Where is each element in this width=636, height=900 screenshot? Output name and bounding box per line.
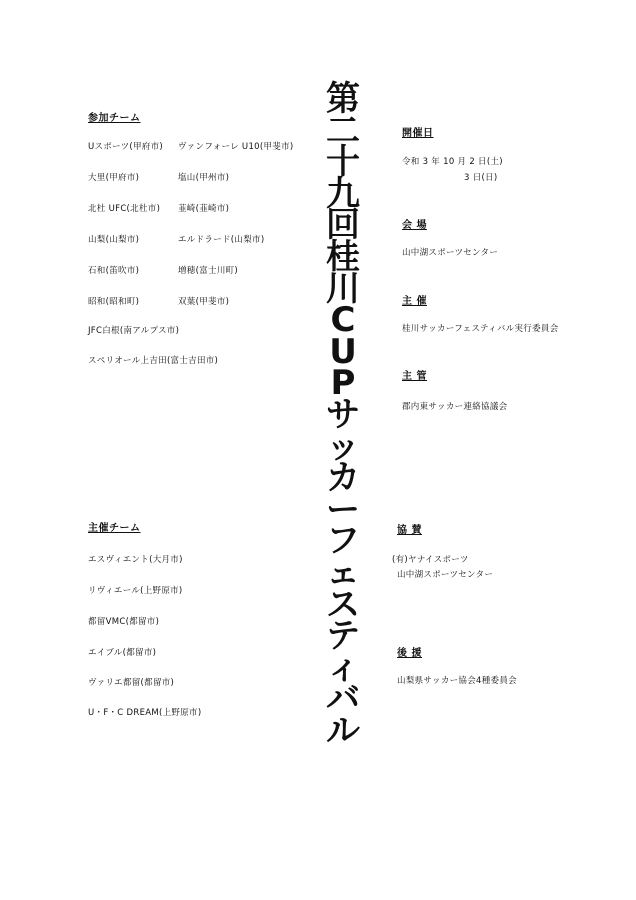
title-char: P xyxy=(330,363,356,404)
organizer-text: 桂川サッカーフェスティバル実行委員会 xyxy=(402,324,559,334)
team-entry: 石和(笛吹市) xyxy=(88,266,140,276)
team-entry: 大里(甲府市) xyxy=(88,173,140,183)
host-team-entry: 都留VMC(都留市) xyxy=(88,617,160,627)
management-text: 郡内東サッカー連絡協議会 xyxy=(402,402,508,412)
team-entry: 韮崎(韮崎市) xyxy=(178,204,230,214)
date-heading: 開催日 xyxy=(402,128,434,139)
venue-text: 山中湖スポーツセンター xyxy=(402,248,499,258)
team-entry: 北杜 UFC(北杜市) xyxy=(88,204,161,214)
title-char: ィ xyxy=(326,647,360,688)
team-entry: 昭和(昭和町) xyxy=(88,297,140,307)
event-title xyxy=(312,79,374,751)
title-char: 第 xyxy=(326,79,360,119)
title-char: ッ xyxy=(326,426,360,467)
host-team-entry: リヴィエール(上野原市) xyxy=(88,586,183,596)
title-char: カ xyxy=(326,458,360,499)
title-char: U xyxy=(329,331,357,372)
participating-teams-heading: 参加チーム xyxy=(88,113,141,124)
title-char: 川 xyxy=(326,268,360,309)
organizer-heading: 主 催 xyxy=(402,296,427,307)
title-char: ル xyxy=(326,710,360,751)
team-entry: 双葉(甲斐市) xyxy=(178,297,230,307)
title-char: 九 xyxy=(326,173,360,214)
team-entry: 増穂(富士川町) xyxy=(178,266,239,276)
title-char: バ xyxy=(326,679,360,720)
support-heading: 後 援 xyxy=(397,648,422,659)
title-char: サ xyxy=(326,394,360,435)
title-char: フ xyxy=(326,521,360,562)
support-text: 山梨県サッカー協会4種委員会 xyxy=(397,676,517,686)
date-line-2: 3 日(日) xyxy=(464,173,498,183)
title-char: テ xyxy=(326,616,360,657)
team-entry: スペリオール上吉田(富士吉田市) xyxy=(88,356,219,366)
host-teams-heading: 主催チーム xyxy=(88,523,141,534)
team-entry: エルドラード(山梨市) xyxy=(178,235,265,245)
date-line-1: 令和 3 年 10 月 2 日(土) xyxy=(402,157,503,167)
host-team-entry: ヴァリエ都留(都留市) xyxy=(88,678,175,688)
management-heading: 主 管 xyxy=(402,371,427,382)
team-entry: JFC白根(南アルプス市) xyxy=(88,326,180,336)
team-entry: 塩山(甲州市) xyxy=(178,173,230,183)
team-entry: 山梨(山梨市) xyxy=(88,235,140,245)
venue-heading: 会 場 xyxy=(402,220,427,231)
title-char: ェ xyxy=(326,552,360,593)
host-team-entry: エイブル(都留市) xyxy=(88,648,157,658)
host-team-entry: U・F・C DREAM(上野原市) xyxy=(88,708,202,718)
title-char: 十 xyxy=(326,142,360,183)
title-char: C xyxy=(330,300,356,341)
title-char: 二 xyxy=(326,110,360,151)
host-team-entry: エスヴィエント(大月市) xyxy=(88,555,183,565)
title-char: 回 xyxy=(326,205,360,246)
sponsor-line-1: (有)ヤナイスポーツ xyxy=(392,555,469,565)
sponsor-line-2: 山中湖スポーツセンター xyxy=(397,570,494,580)
title-char: ス xyxy=(326,584,360,625)
title-char: 桂 xyxy=(326,236,360,277)
sponsor-heading: 協 賛 xyxy=(397,525,422,536)
title-char: ー xyxy=(326,489,360,530)
team-entry: ヴァンフォーレ U10(甲斐市) xyxy=(178,142,294,152)
team-entry: Uスポーツ(甲府市) xyxy=(88,142,164,152)
